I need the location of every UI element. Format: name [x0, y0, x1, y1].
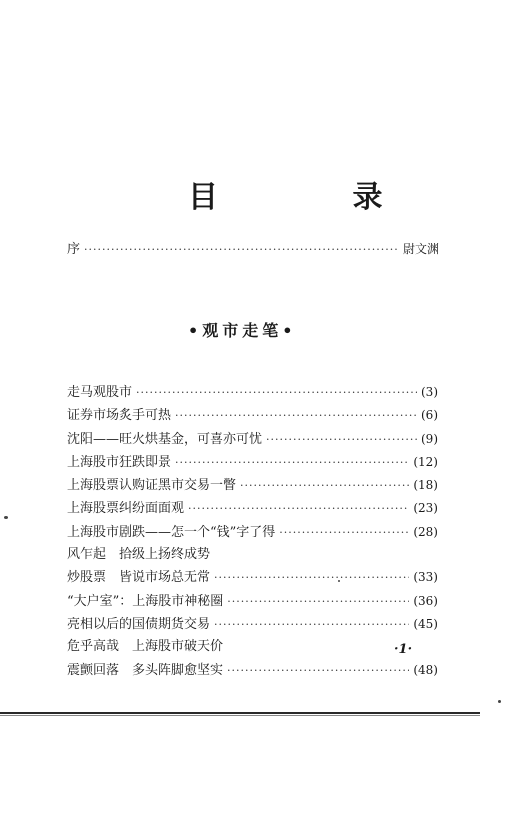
toc-entry[interactable]	[67, 661, 438, 680]
bottom-rule-thin	[0, 715, 480, 716]
dot-leader	[136, 384, 417, 402]
toc-entry-page: (45)	[413, 616, 438, 631]
dot-leader	[188, 500, 409, 518]
toc-entry[interactable]	[67, 476, 438, 495]
toc-entry[interactable]	[67, 523, 438, 542]
toc-entry[interactable]	[67, 568, 438, 587]
dot-leader	[175, 407, 417, 425]
toc-entry-title: 序	[67, 242, 81, 257]
toc-entry-author: 尉文渊	[402, 242, 439, 256]
dot-leader	[227, 662, 409, 680]
toc-entry-title: 上海股市狂跌即景	[67, 454, 172, 470]
toc-entry[interactable]	[67, 638, 438, 656]
scan-speck	[4, 516, 8, 519]
dot-leader	[175, 454, 409, 472]
toc-entry[interactable]	[67, 406, 438, 425]
toc-entry-title: 亮相以后的国债期货交易	[67, 616, 211, 632]
toc-entry-title: 上海股票纠纷面面观	[67, 501, 185, 517]
toc-preface-line[interactable]	[67, 240, 439, 259]
toc-entry[interactable]	[67, 453, 438, 472]
dot-leader	[266, 431, 417, 449]
toc-entry-page: (48)	[413, 662, 438, 677]
toc-entry-page: (3)	[421, 385, 438, 399]
dot-leader	[279, 524, 409, 542]
toc-entry-title: 上海股市剧跌——怎一个“钱”字了得	[67, 524, 276, 540]
toc-entry[interactable]	[67, 499, 438, 518]
dot-leader	[227, 593, 409, 611]
toc-entry[interactable]	[67, 383, 438, 402]
page-number: ·1·	[394, 642, 413, 657]
toc-entry[interactable]	[67, 615, 438, 634]
toc-entry-title: 走马观股市	[67, 385, 133, 400]
dot-leader	[214, 569, 409, 587]
toc-entry-page: (6)	[421, 408, 438, 423]
section-heading: •观市走笔•	[188, 321, 297, 340]
dot-leader	[240, 477, 409, 495]
toc-entry-title: 震颤回落 多头阵脚愈坚实	[67, 662, 224, 678]
toc-entry-title: 证券市场炙手可热	[67, 408, 172, 424]
page-title: 目 录	[188, 180, 445, 215]
toc-entry-page: (28)	[413, 524, 438, 539]
toc-entry-page: (23)	[413, 501, 438, 516]
toc-entry-page: (33)	[413, 570, 438, 585]
toc-entry-page: (12)	[413, 454, 438, 469]
toc-entry-title: 炒股票 皆说市场总无常	[67, 570, 211, 586]
scan-speck	[498, 700, 501, 703]
scan-speck	[338, 580, 340, 582]
toc-entry-title: 风乍起 拾级上扬终成势	[67, 547, 211, 563]
toc-entry-title: “大户室”：上海股市神秘圈	[67, 593, 224, 609]
toc-entry[interactable]	[67, 546, 438, 564]
toc-entry[interactable]	[67, 592, 438, 611]
toc-entry-title: 危乎高哉 上海股市破天价	[67, 639, 224, 655]
toc-entry-page: (36)	[413, 593, 438, 608]
bottom-rule	[0, 712, 480, 714]
toc-entry-title: 沈阳——旺火烘基金，可喜亦可忧	[67, 431, 263, 447]
toc-entry-page: (18)	[413, 478, 438, 493]
toc-entry-title: 上海股票认购证黑市交易一瞥	[67, 478, 237, 494]
toc-entry-page: (9)	[421, 431, 438, 446]
toc-entry[interactable]	[67, 430, 438, 449]
dot-leader	[214, 616, 409, 634]
toc-list	[67, 383, 438, 684]
dot-leader	[84, 241, 399, 259]
